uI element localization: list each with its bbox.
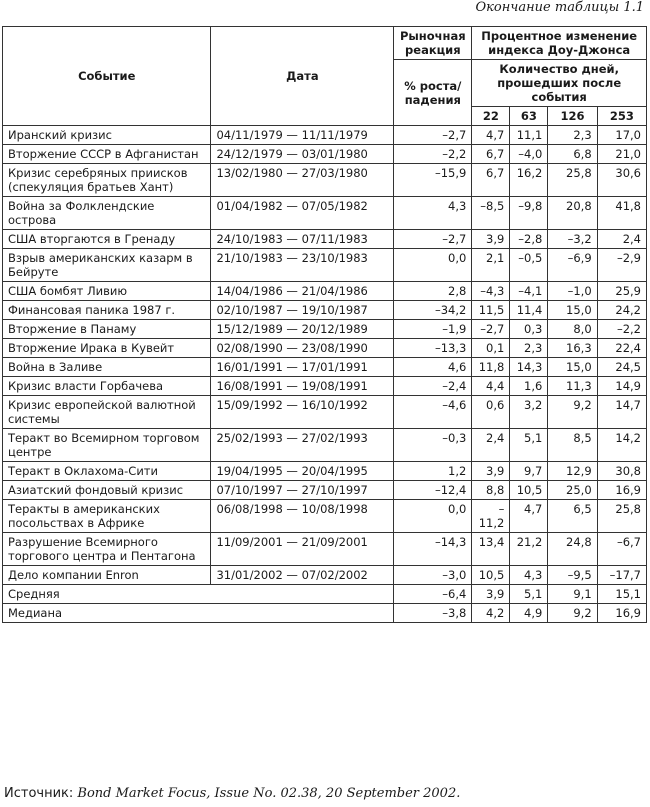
table-row: [3, 358, 647, 377]
reaction-cell: –4,6: [394, 396, 472, 429]
date-cell: 31/01/2002 — 07/02/2002: [211, 566, 394, 585]
summary-label: Средняя: [3, 585, 394, 604]
d63-cell: 5,1: [510, 429, 548, 462]
d126-cell: 11,3: [548, 377, 597, 396]
table-row: [3, 301, 647, 320]
reaction-cell: –0,3: [394, 429, 472, 462]
d63-cell: –0,5: [510, 249, 548, 282]
header-d22: 22: [472, 107, 510, 126]
d126-cell: –6,9: [548, 249, 597, 282]
d253-cell: 41,8: [597, 197, 646, 230]
reaction-cell: –2,4: [394, 377, 472, 396]
source-label: Источник:: [4, 786, 74, 801]
d253-cell: 22,4: [597, 339, 646, 358]
event-cell: Теракт во Всемирном торговом центре: [3, 429, 211, 462]
d253-cell: 2,4: [597, 230, 646, 249]
reaction-cell: –14,3: [394, 533, 472, 566]
d126-cell: 15,0: [548, 301, 597, 320]
reaction-cell: –6,4: [394, 585, 472, 604]
event-cell: Война за Фолклендские острова: [3, 197, 211, 230]
reaction-cell: –2,7: [394, 230, 472, 249]
header-event: Событие: [3, 27, 211, 126]
d22-cell: 0,6: [472, 396, 510, 429]
reaction-cell: –13,3: [394, 339, 472, 358]
table-row: [3, 320, 647, 339]
d63-cell: 16,2: [510, 164, 548, 197]
d22-cell: –4,3: [472, 282, 510, 301]
event-cell: Кризис власти Горбачева: [3, 377, 211, 396]
table-row: [3, 500, 647, 533]
d22-cell: 0,1: [472, 339, 510, 358]
d22-cell: –8,5: [472, 197, 510, 230]
reaction-cell: 1,2: [394, 462, 472, 481]
d126-cell: 25,0: [548, 481, 597, 500]
reaction-cell: 0,0: [394, 249, 472, 282]
d22-cell: 4,2: [472, 604, 510, 623]
d22-cell: 4,7: [472, 126, 510, 145]
table-row: [3, 377, 647, 396]
reaction-cell: –3,8: [394, 604, 472, 623]
summary-row: [3, 604, 647, 623]
d253-cell: 14,7: [597, 396, 646, 429]
d253-cell: 24,2: [597, 301, 646, 320]
d253-cell: –2,9: [597, 249, 646, 282]
event-cell: Иранский кризис: [3, 126, 211, 145]
event-cell: Кризис европейской валютной системы: [3, 396, 211, 429]
d126-cell: 15,0: [548, 358, 597, 377]
d22-cell: 10,5: [472, 566, 510, 585]
table-row: [3, 481, 647, 500]
date-cell: 19/04/1995 — 20/04/1995: [211, 462, 394, 481]
d63-cell: 21,2: [510, 533, 548, 566]
d126-cell: 6,8: [548, 145, 597, 164]
d63-cell: 4,9: [510, 604, 548, 623]
d253-cell: 30,6: [597, 164, 646, 197]
d253-cell: 16,9: [597, 604, 646, 623]
date-cell: 15/09/1992 — 16/10/1992: [211, 396, 394, 429]
date-cell: 21/10/1983 — 23/10/1983: [211, 249, 394, 282]
d126-cell: –9,5: [548, 566, 597, 585]
d253-cell: 24,5: [597, 358, 646, 377]
date-cell: 16/01/1991 — 17/01/1991: [211, 358, 394, 377]
d63-cell: 2,3: [510, 339, 548, 358]
d63-cell: –9,8: [510, 197, 548, 230]
d63-cell: 4,7: [510, 500, 548, 533]
date-cell: 07/10/1997 — 27/10/1997: [211, 481, 394, 500]
header-pct-change: Процентное изменение индекса Доу-Джонса: [472, 27, 647, 60]
d22-cell: 3,9: [472, 230, 510, 249]
date-cell: 02/10/1987 — 19/10/1987: [211, 301, 394, 320]
d63-cell: 11,1: [510, 126, 548, 145]
table-row: [3, 145, 647, 164]
d126-cell: 12,9: [548, 462, 597, 481]
event-cell: Разрушение Всемирного торгового центра и Пентагона: [3, 533, 211, 566]
header-days-after: Количество дней, прошедших после события: [472, 60, 647, 107]
d126-cell: 8,5: [548, 429, 597, 462]
d22-cell: –11,2: [472, 500, 510, 533]
d63-cell: 5,1: [510, 585, 548, 604]
d63-cell: 14,3: [510, 358, 548, 377]
d253-cell: 25,8: [597, 500, 646, 533]
date-cell: 14/04/1986 — 21/04/1986: [211, 282, 394, 301]
reaction-cell: 4,3: [394, 197, 472, 230]
d63-cell: 4,3: [510, 566, 548, 585]
d253-cell: 21,0: [597, 145, 646, 164]
d126-cell: –1,0: [548, 282, 597, 301]
d22-cell: 11,8: [472, 358, 510, 377]
d253-cell: 14,2: [597, 429, 646, 462]
table-row: [3, 230, 647, 249]
d253-cell: –2,2: [597, 320, 646, 339]
d126-cell: 9,1: [548, 585, 597, 604]
d22-cell: 2,4: [472, 429, 510, 462]
date-cell: 06/08/1998 — 10/08/1998: [211, 500, 394, 533]
event-cell: США бомбят Ливию: [3, 282, 211, 301]
reaction-cell: –12,4: [394, 481, 472, 500]
d253-cell: 30,8: [597, 462, 646, 481]
events-table: [2, 26, 647, 623]
source-text: Bond Market Focus, Issue No. 02.38, 20 September 2002.: [77, 786, 461, 801]
header-market-reaction: Рыночная реакция: [394, 27, 472, 60]
header-date: Дата: [211, 27, 394, 126]
date-cell: 16/08/1991 — 19/08/1991: [211, 377, 394, 396]
event-cell: Вторжение СССР в Афганистан: [3, 145, 211, 164]
d22-cell: 3,9: [472, 462, 510, 481]
reaction-cell: –2,7: [394, 126, 472, 145]
table-row: [3, 396, 647, 429]
date-cell: 01/04/1982 — 07/05/1982: [211, 197, 394, 230]
d253-cell: 16,9: [597, 481, 646, 500]
d63-cell: 1,6: [510, 377, 548, 396]
d63-cell: 3,2: [510, 396, 548, 429]
d22-cell: 11,5: [472, 301, 510, 320]
event-cell: Азиатский фондовый кризис: [3, 481, 211, 500]
d253-cell: –17,7: [597, 566, 646, 585]
d126-cell: 20,8: [548, 197, 597, 230]
table-caption: Окончание таблицы 1.1: [475, 0, 644, 15]
table-row: [3, 164, 647, 197]
table-row: [3, 249, 647, 282]
date-cell: 15/12/1989 — 20/12/1989: [211, 320, 394, 339]
summary-label: Медиана: [3, 604, 394, 623]
d22-cell: 6,7: [472, 145, 510, 164]
d63-cell: 0,3: [510, 320, 548, 339]
d22-cell: 3,9: [472, 585, 510, 604]
summary-row: [3, 585, 647, 604]
table-row: [3, 429, 647, 462]
source-note: [4, 786, 460, 801]
event-cell: Теракт в Оклахома-Сити: [3, 462, 211, 481]
d63-cell: –4,0: [510, 145, 548, 164]
d63-cell: –4,1: [510, 282, 548, 301]
table-row: [3, 282, 647, 301]
d63-cell: 11,4: [510, 301, 548, 320]
event-cell: Взрыв американских казарм в Бейруте: [3, 249, 211, 282]
reaction-cell: –2,2: [394, 145, 472, 164]
d126-cell: 6,5: [548, 500, 597, 533]
d126-cell: 2,3: [548, 126, 597, 145]
table-body: [3, 126, 647, 623]
d126-cell: 8,0: [548, 320, 597, 339]
date-cell: 02/08/1990 — 23/08/1990: [211, 339, 394, 358]
d126-cell: 16,3: [548, 339, 597, 358]
table-row: [3, 462, 647, 481]
date-cell: 25/02/1993 — 27/02/1993: [211, 429, 394, 462]
d22-cell: 13,4: [472, 533, 510, 566]
d126-cell: 9,2: [548, 604, 597, 623]
d126-cell: 25,8: [548, 164, 597, 197]
d253-cell: 17,0: [597, 126, 646, 145]
d253-cell: 25,9: [597, 282, 646, 301]
header-d126: 126: [548, 107, 597, 126]
header-pct-rise-fall: % роста/ падения: [394, 60, 472, 126]
date-cell: 13/02/1980 — 27/03/1980: [211, 164, 394, 197]
event-cell: США вторгаются в Гренаду: [3, 230, 211, 249]
d253-cell: 15,1: [597, 585, 646, 604]
reaction-cell: 4,6: [394, 358, 472, 377]
event-cell: Вторжение Ирака в Кувейт: [3, 339, 211, 358]
event-cell: Война в Заливе: [3, 358, 211, 377]
table-row: [3, 566, 647, 585]
d253-cell: –6,7: [597, 533, 646, 566]
d22-cell: 4,4: [472, 377, 510, 396]
reaction-cell: 2,8: [394, 282, 472, 301]
date-cell: 24/12/1979 — 03/01/1980: [211, 145, 394, 164]
event-cell: Финансовая паника 1987 г.: [3, 301, 211, 320]
d253-cell: 14,9: [597, 377, 646, 396]
reaction-cell: 0,0: [394, 500, 472, 533]
event-cell: Вторжение в Панаму: [3, 320, 211, 339]
table-row: [3, 126, 647, 145]
d63-cell: 9,7: [510, 462, 548, 481]
d126-cell: 24,8: [548, 533, 597, 566]
d22-cell: 8,8: [472, 481, 510, 500]
header-d253: 253: [597, 107, 646, 126]
d63-cell: 10,5: [510, 481, 548, 500]
date-cell: 04/11/1979 — 11/11/1979: [211, 126, 394, 145]
d63-cell: –2,8: [510, 230, 548, 249]
date-cell: 11/09/2001 — 21/09/2001: [211, 533, 394, 566]
table-row: [3, 533, 647, 566]
table-row: [3, 197, 647, 230]
d22-cell: –2,7: [472, 320, 510, 339]
event-cell: Дело компании Enron: [3, 566, 211, 585]
reaction-cell: –1,9: [394, 320, 472, 339]
table-row: [3, 339, 647, 358]
reaction-cell: –34,2: [394, 301, 472, 320]
d22-cell: 6,7: [472, 164, 510, 197]
header-d63: 63: [510, 107, 548, 126]
event-cell: Теракты в американских посольствах в Африке: [3, 500, 211, 533]
event-cell: Кризис серебряных приисков (спекуляция братьев Хант): [3, 164, 211, 197]
d126-cell: 9,2: [548, 396, 597, 429]
reaction-cell: –15,9: [394, 164, 472, 197]
d126-cell: –3,2: [548, 230, 597, 249]
date-cell: 24/10/1983 — 07/11/1983: [211, 230, 394, 249]
reaction-cell: –3,0: [394, 566, 472, 585]
d22-cell: 2,1: [472, 249, 510, 282]
